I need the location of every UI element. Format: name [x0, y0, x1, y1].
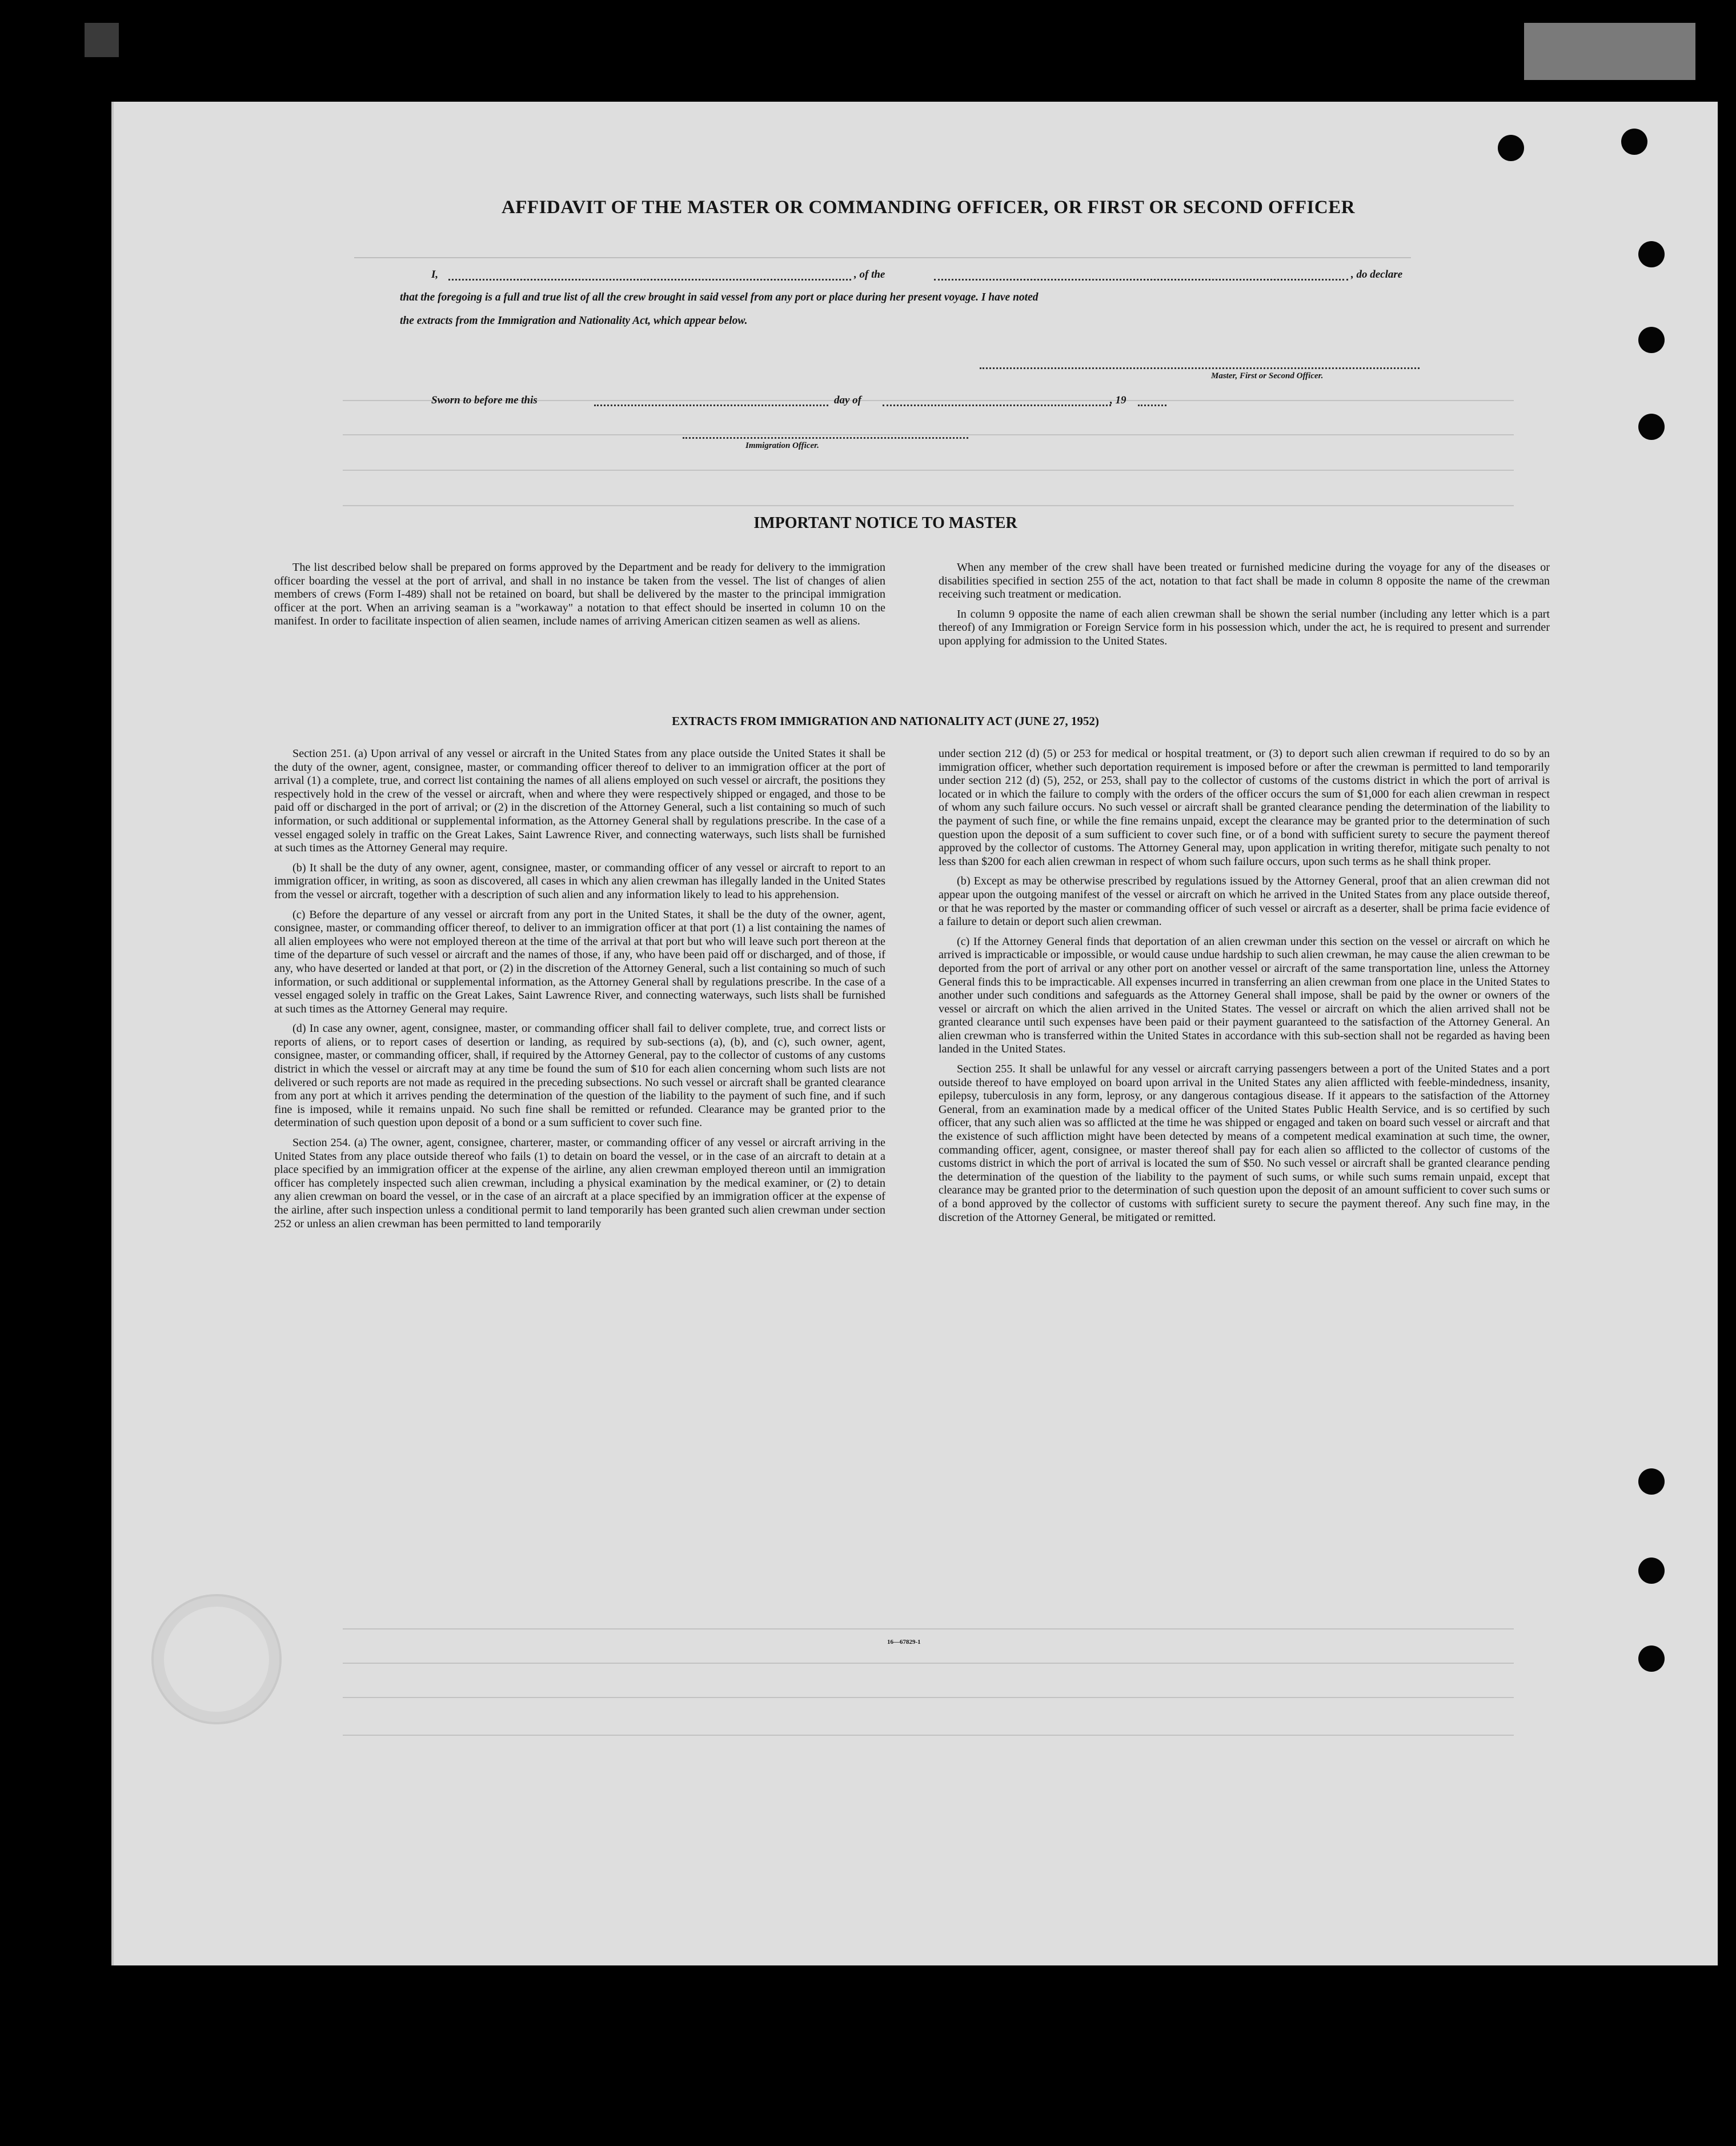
embossed-seal: [151, 1594, 282, 1724]
form-number: 16—67829-1: [887, 1639, 921, 1645]
oath-name-blank: [448, 279, 851, 281]
extracts-right-paragraph: (b) Except as may be otherwise prescribed by regulations issued by the Attorney General, proof that an alien crewman did not appear upon the outgoing manifest of the vessel or aircraft on which he arrived in the United States from any place outside thereof, or that he was reported by the master or commanding officer of such vessel or aircraft as a deserter, shall be prima facie evidence of a failure to detain or deport such alien crewman.: [939, 875, 1550, 928]
bleed-through-text: [343, 434, 1514, 447]
year-prefix-label: , 19: [1110, 394, 1126, 406]
notice-right-paragraph-2: In column 9 opposite the name of each alien crewman shall be shown the serial number (including any letter which is a part thereof) of any Immigration or Foreign Service form in his possession which, under the act, he is required to present and surrender upon applying for admission to the United States.: [939, 607, 1550, 647]
oath-do-declare-label: , do declare: [1351, 269, 1403, 281]
notice-right-column: [939, 561, 1550, 655]
master-signature-label: Master, First or Second Officer.: [1211, 371, 1324, 381]
extracts-left-paragraph: (c) Before the departure of any vessel or aircraft from any port in the United States, it shall be the duty of the owner, agent, consignee, master, or commanding officer thereof, to deliver to an immigration officer at that port (1) a list containing the names of all alien employees who were not employed thereon at the time of the arrival at that port but who will leave such port thereon at the time of the departure of such vessel or aircraft and the names of those, if any, who have been paid off or discharged, and of those, if any, who have deserted or landed at that port, or (2) in the discretion of the Attorney General, such a list containing so much of such information, or such additional or supplemental information, as the Attorney General shall by regulations prescribe. In the case of a vessel engaged solely in traffic on the Great Lakes, Saint Lawrence River, and connecting waterways, such lists shall be furnished at such times as the Attorney General may require.: [274, 908, 885, 1015]
oath-of-the-label: , of the: [854, 269, 885, 281]
punch-hole: [1638, 414, 1665, 440]
bleed-through-text: [343, 1735, 1514, 1747]
bleed-through-text: [343, 470, 1514, 482]
extracts-left-column: [274, 747, 885, 1237]
punch-hole: [1638, 327, 1665, 353]
punch-hole: [1638, 241, 1665, 267]
punch-hole: [1638, 1468, 1665, 1495]
bleed-through-text: [343, 1663, 1514, 1675]
immigration-officer-signature-blank: [683, 437, 968, 439]
extracts-heading: EXTRACTS FROM IMMIGRATION AND NATIONALITY ACT (JUNE 27, 1952): [672, 714, 1099, 728]
extracts-right-paragraph: under section 212 (d) (5) or 253 for medical or hospital treatment, or (3) to deport such alien crewman if required to do so by an immigration officer, whether such deportation requirement is imposed before or after the crewman is permitted to land temporarily under section 212 (d) (5), 252, or 253, shall pay to the collector of customs of the customs district in which the port of arrival is located or in which the failure to comply with the orders of the officer occurs the sum of $1,000 for each alien crewman in respect of whom any such failure occurs. No such vessel or aircraft shall be granted clearance pending the determination of the liability to the payment of such fine, or while the fine remains unpaid, except the clearance may be granted prior to the determination of such question upon the deposit of a sum sufficient to cover such fine, or of a bond with sufficient surety to secure the payment thereof approved by the collector of customs. The Attorney General may, upon application in writing therefor, mitigate such penalty to not less than $200 for each alien crewman in respect of whom such failure occurs, upon such terms as he shall think proper.: [939, 747, 1550, 868]
extracts-right-paragraph: (c) If the Attorney General finds that deportation of an alien crewman under this section on the vessel or aircraft on which he arrived is impracticable or impossible, or would cause undue hardship to such alien crewman, he may cause the alien crewman to be deported from the port of arrival or any other port on another vessel or aircraft of the same transportation line, unless the Attorney General finds this to be impracticable. All expenses incurred in transferring an alien crewman from one place in the United States to another under such conditions and safeguards as the Attorney General shall impose, shall be paid by the owner or owners of the vessel or aircraft on which the alien arrived in the United States. The vessel or aircraft on which the alien arrived shall not be granted clearance until such expenses have been paid or their payment guaranteed to the satisfaction of the Attorney General. An alien crewman who is transferred within the United States in accordance with this sub-section shall not be regarded as having been landed in the United States.: [939, 935, 1550, 1056]
notice-right-paragraph-1: When any member of the crew shall have been treated or furnished medicine during the voyage for any of the diseases or disabilities specified in section 255 of the act, notation to that fact shall be made in column 8 opposite the name of the crewman receiving such treatment or medication.: [939, 561, 1550, 601]
oath-vessel-blank: [934, 279, 1348, 281]
extracts-right-column: [939, 747, 1550, 1231]
punch-hole: [1638, 1558, 1665, 1584]
extracts-left-paragraph: (d) In case any owner, agent, consignee, master, or commanding officer shall fail to deliver complete, true, and correct lists or reports of aliens, or to report cases of desertion or landing, as required by sub-sections (a), (b), and (c), such owner, agent, consignee, master, or commanding officer, shall, if required by the Attorney General, pay to the collector of customs of any customs district in which the vessel or aircraft may at any time be found the sum of $10 for each alien concerning whom such lists are not delivered or such reports are not made as required in the preceding subsections. No such vessel or aircraft shall be granted clearance from any port at which it arrives pending the determination of the question of the liability to the payment of such fine, and if such fine is imposed, while it remains unpaid. No such fine shall be remitted or refunded. Clearance may be granted prior to the determination of such question upon deposit of a bond or a sum sufficient to cover such fine.: [274, 1022, 885, 1130]
extracts-left-paragraph: (b) It shall be the duty of any owner, agent, consignee, master, or commanding officer of any vessel or aircraft to report to an immigration officer, in writing, as soon as discovered, all cases in which any alien crewman has illegally landed in the United States from the vessel or aircraft, together with a description of such alien and any information likely to lead to his apprehension.: [274, 861, 885, 901]
day-of-label: day of: [834, 394, 862, 406]
bleed-through-text: [354, 257, 1411, 270]
master-signature-blank: [980, 367, 1420, 369]
sworn-day-blank: [594, 405, 828, 406]
oath-statement-line-1: that the foregoing is a full and true list of all the crew brought in said vessel from any port or place during her present voyage. I have noted: [400, 291, 1039, 303]
notice-left-column: [274, 561, 885, 635]
left-grip-strip: [111, 102, 114, 1965]
notice-heading: IMPORTANT NOTICE TO MASTER: [753, 514, 1017, 532]
sworn-month-blank: [883, 405, 1111, 406]
oath-statement-line-2: the extracts from the Immigration and Nationality Act, which appear below.: [400, 315, 748, 327]
extracts-right-paragraph: Section 255. It shall be unlawful for any vessel or aircraft carrying passengers between a port of the United States and a port outside thereof to have employed on board upon arrival in the United States any alien afflicted with feeble-mindedness, insanity, epilepsy, tuberculosis in any form, leprosy, or any dangerous contagious disease. If it appears to the satisfaction of the Attorney General, from an examination made by a medical officer of the United States Public Health Service, and is so certified by such officer, that any such alien was so afflicted at the time he was shipped or engaged and taken on board such vessel or aircraft and that the existence of such affliction might have been detected by means of a competent medical examination at such time, the owner, commanding officer, agent, consignee, or master thereof shall pay for each alien so afflicted to the collector of customs of the customs district in which the port of arrival is located the sum of $50. No such vessel or aircraft shall be granted clearance pending the determination of the question of the liability to the payment of such sums, or while such sums remain unpaid, except that clearance may be granted prior to the determination of such question upon the deposit of an amount sufficient to cover such sums or of a bond approved by the collector of customs with sufficient surety to secure the payment thereof. Any such fine may, in the discretion of the Attorney General, be mitigated or remitted.: [939, 1063, 1550, 1224]
sworn-year-blank: [1138, 405, 1166, 406]
notice-left-paragraph: The list described below shall be prepared on forms approved by the Department and be ready for delivery to the immigration officer boarding the vessel at the port of arrival, and shall in no instance be taken from the vessel. The list of changes of alien members of crews (Form I-489) shall not be retained on board, but shall be delivered by the master to the principal immigration officer at the port. When an arriving seaman is a "workaway" a notation to that effect should be inserted in column 10 on the manifest. In order to facilitate inspection of alien seamen, include names of arriving American citizen seamen as well as aliens.: [274, 561, 885, 628]
oath-i-label: I,: [431, 269, 439, 281]
immigration-officer-label: Immigration Officer.: [745, 441, 819, 450]
punch-hole: [1498, 135, 1524, 161]
punch-hole: [1621, 129, 1647, 155]
bleed-through-text: [343, 1697, 1514, 1709]
punch-hole: [1638, 1645, 1665, 1672]
scanner-tab: [1524, 23, 1695, 80]
affidavit-title: AFFIDAVIT OF THE MASTER OR COMMANDING OFFICER, OR FIRST OR SECOND OFFICER: [501, 197, 1356, 218]
bleed-through-text: [343, 1628, 1514, 1641]
extracts-left-paragraph: Section 254. (a) The owner, agent, consignee, charterer, master, or commanding officer of any vessel or aircraft arriving in the United States from any place outside thereof who fails (1) to detain on board the vessel, or in the case of an aircraft to detain at a place specified by an immigration officer at the expense of the airline, any alien crewman employed thereon until an immigration officer has completely inspected such alien crewman, including a physical examination by the medical examiner, or (2) to detain any alien crewman on board the vessel, or in the case of an aircraft at a place specified by an immigration officer at the expense of the airline, after such inspection unless a conditional permit to land temporarily has been granted such alien crewman under section 252 or unless an alien crewman has been permitted to land temporarily: [274, 1136, 885, 1230]
corner-mark: [85, 23, 119, 57]
sworn-label: Sworn to before me this: [431, 394, 538, 406]
extracts-left-paragraph: Section 251. (a) Upon arrival of any vessel or aircraft in the United States from any place outside the United States it shall be the duty of the owner, agent, consignee, master, or commanding officer thereof to deliver to an immigration officer at the port of arrival (1) a complete, true, and correct list containing the names of all aliens employed on such vessel or aircraft, the positions they respectively hold in the crew of the vessel or aircraft, when and where they were respectively shipped or engaged, and those to be paid off or discharged in the port of arrival; or (2) in the discretion of the Attorney General, such a list containing so much of such information, or such additional or supplemental information, as the Attorney General shall by regulations prescribe. In the case of a vessel engaged solely in traffic on the Great Lakes, Saint Lawrence River, and connecting waterways, such lists shall be furnished at such times as the Attorney General may require.: [274, 747, 885, 855]
